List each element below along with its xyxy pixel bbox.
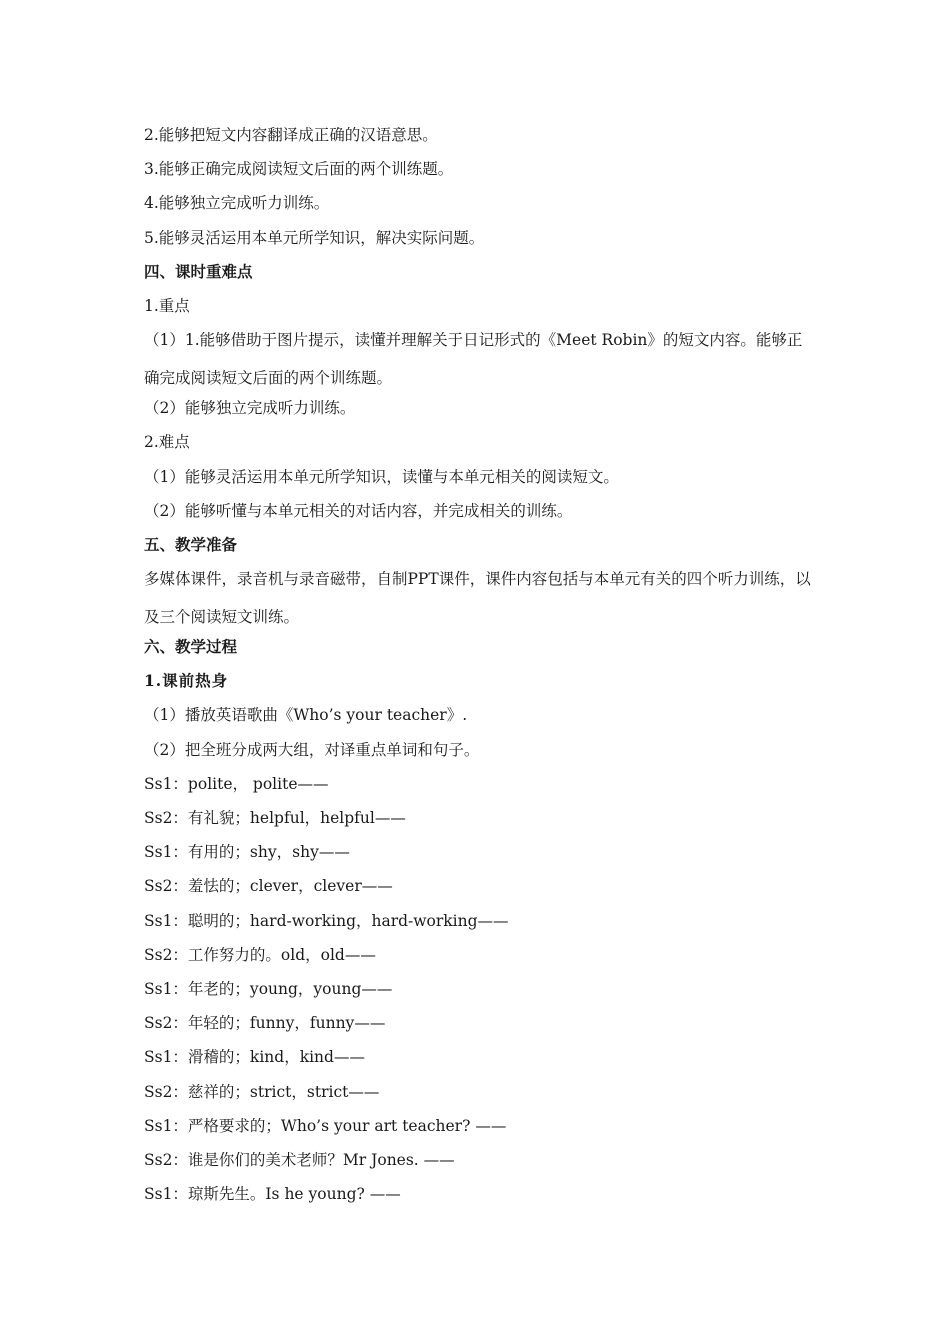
key-points-label: 1.重点 [144, 296, 190, 315]
section-heading-process: 六、教学过程 [144, 637, 238, 657]
warm-up-heading: 1.课前热身 [144, 671, 229, 691]
objective-line-3: 3.能够正确完成阅读短文后面的两个训练题。 [144, 160, 454, 179]
dialogue-line: Ss2：年轻的；funny，funny—— [144, 1014, 386, 1033]
difficulty-2: （2）能够听懂与本单元相关的对话内容，并完成相关的训练。 [144, 501, 573, 520]
difficulty-1: （1）能够灵活运用本单元所学知识，读懂与本单元相关的阅读短文。 [144, 467, 619, 486]
dialogue-line: Ss2：有礼貌；helpful，helpful—— [144, 809, 406, 827]
warm-up-step-1: （1）播放英语歌曲《Who’s your teacher》. [144, 706, 468, 725]
dialogue-line: Ss2：谁是你们的美术老师？Mr Jones. —— [144, 1150, 455, 1169]
key-point-1: （1）1.能够借助于图片提示，读懂并理解关于日记形式的《Meet Robin》的短文内容。能够正确完成阅读短文后面的两个训练题。 [144, 331, 803, 388]
objective-line-5: 5.能够灵活运用本单元所学知识，解决实际问题。 [144, 228, 485, 247]
objective-line-2: 2.能够把短文内容翻译成正确的汉语意思。 [144, 126, 438, 144]
document-body [144, 121, 814, 1214]
warm-up-step-2: （2）把全班分成两大组，对译重点单词和句子。 [144, 740, 480, 759]
dialogue-line: Ss1：有用的；shy，shy—— [144, 843, 350, 862]
section-heading-key-points: 四、课时重难点 [144, 261, 253, 281]
key-point-2: （2）能够独立完成听力训练。 [144, 399, 356, 418]
dialogue-line: Ss1：滑稽的；kind，kind—— [144, 1048, 365, 1067]
preparation-text: 多媒体课件，录音机与录音磁带，自制PPT课件，课件内容包括与本单元有关的四个听力训练，以及三个阅读短文训练。 [144, 570, 811, 627]
objective-line-4: 4.能够独立完成听力训练。 [144, 194, 330, 213]
section-heading-preparation: 五、教学准备 [144, 534, 238, 554]
dialogue-line: Ss1：严格要求的；Who’s your art teacher? —— [144, 1116, 507, 1135]
dialogue-line: Ss1：polite， polite—— [144, 774, 329, 793]
dialogue-line: Ss2：工作努力的。old，old—— [144, 945, 376, 964]
dialogue-line: Ss2：羞怯的；clever，clever—— [144, 877, 393, 896]
dialogue-line: Ss1：琼斯先生。Is he young? —— [144, 1185, 401, 1204]
dialogue-line: Ss1：聪明的；hard-working，hard-working—— [144, 911, 509, 930]
dialogue-line: Ss2：慈祥的；strict，strict—— [144, 1082, 380, 1101]
dialogue-line: Ss1：年老的；young，young—— [144, 979, 393, 998]
difficulties-label: 2.难点 [144, 433, 190, 452]
